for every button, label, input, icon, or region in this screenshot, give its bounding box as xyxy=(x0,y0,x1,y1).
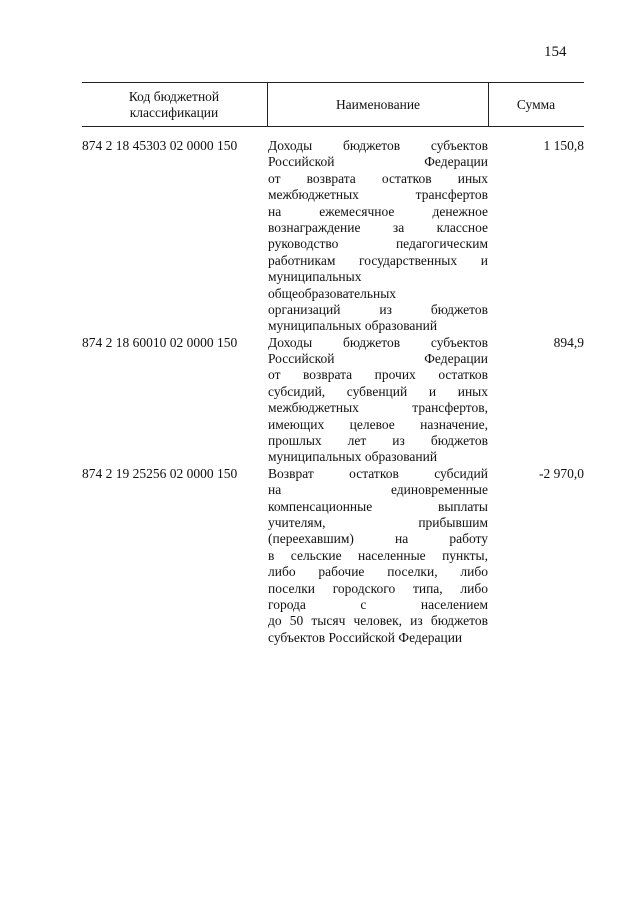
row-name: Возврат остатков субсидий на единовременные компенсационные выплаты учителям, прибывшим (переехавшим) на работу в сельские населенные пункты, либо рабочие поселки, либо поселки городского типа, либо города с населением до 50 тысяч человек, из бюджетов субъектов Российской Федерации xyxy=(268,465,488,645)
header-code: Код бюджетной классификации xyxy=(128,88,220,120)
header-sum: Сумма xyxy=(516,96,556,112)
row-sum: 1 150,8 xyxy=(543,138,584,153)
table-header xyxy=(82,82,584,127)
row-code: 874 2 18 45303 02 0000 150 xyxy=(82,138,238,153)
row-sum: -2 970,0 xyxy=(539,465,584,481)
row-sum: 894,9 xyxy=(553,334,584,350)
row-code: 874 2 19 25256 02 0000 150 xyxy=(82,465,238,481)
header-name: Наименование xyxy=(267,83,489,126)
row-name: Доходы бюджетов субъектов Российской Федерации от возврата прочих остатков субсидий, субвенций и иных межбюджетных трансфертов, имеющих целевое назначение, прошлых лет из бюджетов муниципальных образований xyxy=(268,334,488,465)
table-body xyxy=(82,138,584,646)
table-row xyxy=(82,335,584,466)
table-row xyxy=(82,466,584,646)
table-row xyxy=(82,138,584,335)
page-number: 154 xyxy=(544,44,567,60)
row-name: Доходы бюджетов субъектов Российской Федерации от возврата остатков иных межбюджетных трансфертов на ежемесячное денежное вознаграждение за классное руководство педагогическим работникам государственных и муниципальных общеобразовательных организаций из бюджетов муниципальных образований xyxy=(268,138,488,334)
row-code: 874 2 18 60010 02 0000 150 xyxy=(82,334,238,350)
